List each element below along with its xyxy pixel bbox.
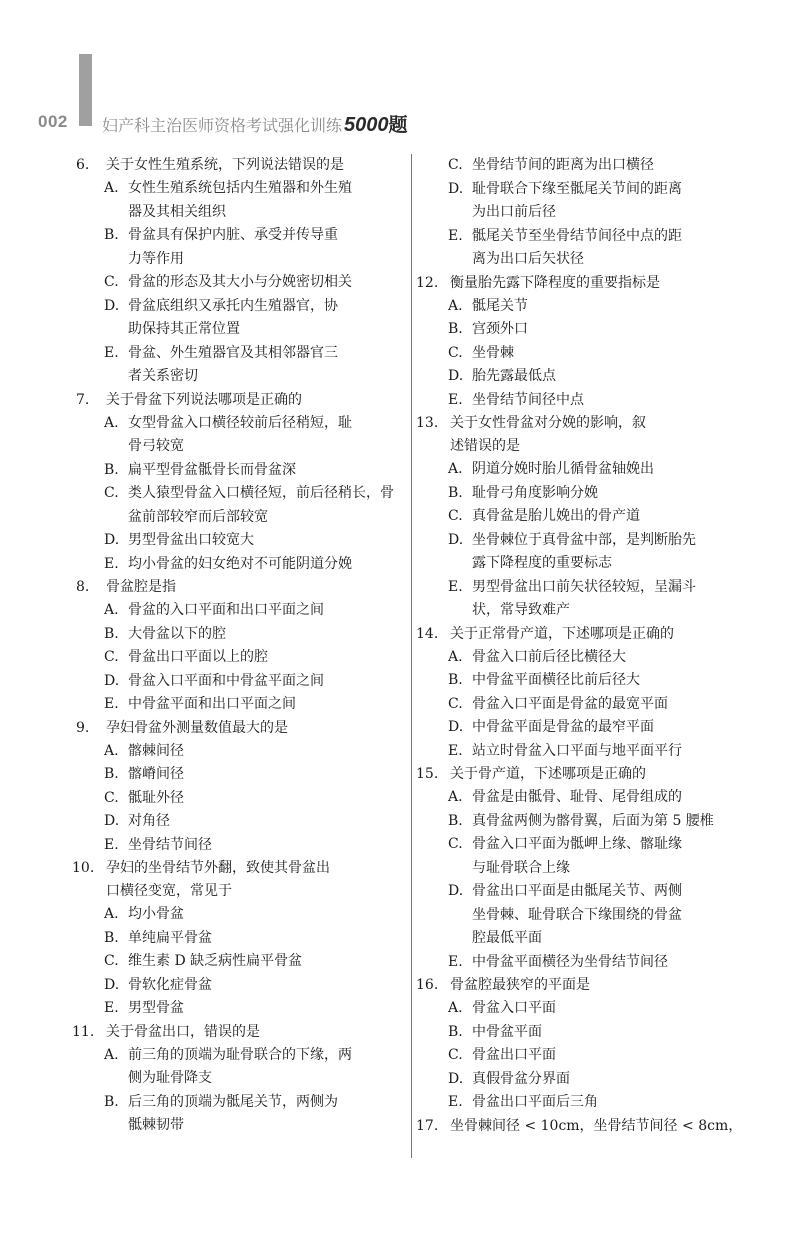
option-text: 骶尾关节至坐骨结节间径中点的距 离为出口后矢状径 — [472, 227, 682, 267]
option-text: 骨盆出口平面以上的腔 — [128, 649, 268, 665]
answer-option — [420, 740, 752, 764]
answer-option — [76, 553, 408, 577]
option-letter: B. — [448, 321, 463, 337]
option-letter: C. — [104, 649, 119, 665]
option-text: 宫颈外口 — [472, 321, 528, 337]
option-letter: D. — [448, 531, 464, 548]
answer-option — [420, 646, 752, 670]
option-letter: A. — [448, 461, 463, 477]
answer-option — [420, 669, 752, 693]
answer-option — [420, 1091, 752, 1115]
left-column — [72, 154, 408, 1138]
option-text: 骨盆出口平面 — [472, 1047, 556, 1063]
option-text: 骨软化症骨盆 — [128, 976, 212, 993]
answer-option — [76, 646, 408, 670]
option-letter: E. — [104, 1000, 119, 1016]
answer-option — [76, 295, 408, 342]
answer-option — [420, 880, 752, 951]
option-text: 骶耻外径 — [128, 789, 184, 806]
option-text: 骨盆入口平面为骶岬上缘、髂耻缘 与耻骨联合上缘 — [472, 836, 682, 876]
option-letter: E. — [104, 555, 119, 572]
answer-option — [420, 482, 752, 506]
option-text: 单纯扁平骨盆 — [128, 929, 212, 946]
option-text: 中骨盆平面横径为坐骨结节间径 — [472, 953, 668, 970]
question-text: 孕妇骨盆外测量数值最大的是 — [106, 719, 288, 736]
option-letter: A. — [104, 906, 119, 922]
option-letter: E. — [104, 344, 119, 361]
answer-option — [420, 505, 752, 529]
answer-option — [76, 459, 408, 483]
option-letter: D. — [448, 1070, 464, 1087]
option-text: 耻骨弓角度影响分娩 — [472, 484, 598, 501]
option-letter: C. — [104, 953, 119, 969]
answer-option — [420, 342, 752, 366]
question-stem — [76, 576, 408, 599]
option-text: 真假骨盆分界面 — [472, 1070, 570, 1087]
option-letter: C. — [448, 344, 463, 361]
answer-option — [76, 763, 408, 787]
option-letter: D. — [448, 180, 464, 197]
option-letter: A. — [104, 602, 119, 618]
answer-option — [420, 833, 752, 880]
answer-option — [76, 950, 408, 974]
question-text: 关于骨盆下列说法哪项是正确的 — [106, 391, 302, 408]
answer-option — [76, 1044, 408, 1091]
option-text: 骨盆入口前后径比横径大 — [472, 648, 626, 665]
question-number: 10. — [72, 860, 95, 876]
option-text: 骨盆入口平面是骨盆的最宽平面 — [472, 695, 668, 712]
option-text: 髂嵴间径 — [128, 766, 184, 782]
question-stem — [76, 717, 408, 740]
option-text: 骨盆、外生殖器官及其相邻器官三 者关系密切 — [128, 344, 338, 384]
option-text: 女型骨盆入口横径较前后径稍短，耻 骨弓较宽 — [128, 414, 352, 454]
question-number: 9. — [76, 719, 90, 736]
question-number: 17. — [416, 1117, 439, 1134]
answer-option — [420, 786, 752, 810]
book-title-count: 5000 — [344, 114, 389, 136]
question-text: 骨盆腔最狭窄的平面是 — [450, 977, 590, 993]
option-letter: A. — [448, 648, 463, 665]
option-letter: B. — [104, 625, 119, 642]
option-letter: E. — [448, 953, 463, 970]
option-letter: B. — [104, 766, 119, 782]
option-text: 骨盆具有保护内脏、承受并传导重 力等作用 — [128, 227, 338, 267]
option-letter: B. — [104, 227, 119, 243]
question-stem — [72, 1021, 408, 1044]
option-text: 中骨盆平面 — [472, 1023, 542, 1040]
answer-option — [420, 318, 752, 342]
option-text: 男型骨盆 — [128, 1000, 184, 1016]
answer-option — [76, 693, 408, 717]
option-letter: D. — [104, 297, 120, 314]
option-letter: E. — [104, 836, 119, 853]
option-text: 髂棘间径 — [128, 742, 184, 759]
option-text: 中骨盆平面横径比前后径大 — [472, 672, 640, 688]
option-text: 骨盆入口平面和中骨盆平面之间 — [128, 672, 324, 689]
option-text: 女性生殖系统包括内生殖器和外生殖 器及其相关组织 — [128, 180, 352, 220]
answer-option — [76, 177, 408, 224]
question-text: 关于女性骨盆对分娩的影响，叙 述错误的是 — [450, 415, 646, 454]
question-stem — [76, 389, 408, 412]
question-number: 13. — [416, 415, 439, 431]
answer-option — [76, 1091, 408, 1138]
option-letter: B. — [104, 1093, 119, 1110]
answer-option — [76, 927, 408, 951]
option-text: 骨盆底组织又承托内生殖器官，协 助保持其正常位置 — [128, 297, 338, 337]
option-letter: A. — [448, 297, 463, 314]
question-stem — [416, 974, 752, 997]
option-letter: B. — [448, 484, 463, 501]
option-text: 对角径 — [128, 813, 170, 829]
option-text: 骨盆的形态及其大小与分娩密切相关 — [128, 274, 352, 290]
question-number: 11. — [72, 1023, 95, 1040]
answer-option — [76, 903, 408, 927]
option-letter: E. — [448, 578, 463, 595]
book-title-suffix: 题 — [388, 114, 408, 136]
answer-option — [76, 342, 408, 389]
option-text: 大骨盆以下的腔 — [128, 625, 226, 642]
option-text: 坐骨结节间的距离为出口横径 — [472, 157, 654, 173]
question-text: 坐骨棘间径 < 10cm，坐骨结节间径 < 8cm， — [450, 1117, 743, 1134]
answer-option — [76, 529, 408, 553]
question-text: 关于骨产道，下述哪项是正确的 — [450, 766, 646, 782]
answer-option — [76, 810, 408, 834]
question-number: 12. — [416, 274, 439, 291]
option-letter: C. — [448, 836, 463, 852]
answer-option — [420, 389, 752, 413]
answer-option — [420, 529, 752, 576]
answer-option — [76, 412, 408, 459]
option-text: 维生素 D 缺乏病性扁平骨盆 — [128, 953, 303, 969]
answer-option — [420, 225, 752, 272]
option-text: 坐骨棘位于真骨盆中部，是判断胎先 露下降程度的重要标志 — [472, 531, 696, 571]
option-letter: E. — [104, 696, 119, 712]
option-letter: B. — [104, 461, 119, 478]
answer-option — [420, 458, 752, 482]
question-stem — [416, 763, 752, 786]
answer-option — [76, 974, 408, 998]
option-text: 均小骨盆 — [128, 906, 184, 922]
option-letter: D. — [448, 719, 464, 735]
right-column — [416, 154, 752, 1138]
option-text: 胎先露最低点 — [472, 368, 556, 384]
question-stem — [72, 857, 408, 903]
option-letter: E. — [448, 227, 463, 244]
option-text: 男型骨盆出口较宽大 — [128, 532, 254, 548]
option-text: 类人猿型骨盆入口横径短，前后径稍长，骨 盆前部较窄而后部较宽 — [128, 485, 394, 525]
option-text: 前三角的顶端为耻骨联合的下缘，两 侧为耻骨降支 — [128, 1046, 352, 1086]
option-letter: A. — [448, 789, 463, 805]
option-letter: A. — [448, 1000, 463, 1016]
answer-option — [420, 154, 752, 178]
question-number: 16. — [416, 977, 439, 993]
option-text: 真骨盆是胎儿娩出的骨产道 — [472, 508, 640, 524]
answer-option — [76, 997, 408, 1021]
answer-option — [76, 623, 408, 647]
column-divider — [411, 154, 412, 1158]
answer-option — [76, 599, 408, 623]
question-stem — [76, 154, 408, 177]
question-stem — [416, 272, 752, 295]
answer-option — [76, 271, 408, 295]
option-letter: C. — [448, 1047, 463, 1063]
answer-option — [420, 997, 752, 1021]
option-text: 坐骨结节间径中点 — [472, 391, 584, 408]
option-text: 耻骨联合下缘至骶尾关节间的距离 为出口前后径 — [472, 180, 682, 220]
option-letter: A. — [104, 414, 119, 431]
option-letter: D. — [104, 672, 120, 689]
option-text: 坐骨结节间径 — [128, 836, 212, 853]
option-text: 男型骨盆出口前矢状径较短，呈漏斗 状，常导致难产 — [472, 578, 696, 618]
option-text: 骶尾关节 — [472, 297, 528, 314]
question-stem — [416, 1115, 752, 1138]
answer-option — [76, 834, 408, 858]
question-text: 关于骨盆出口，错误的是 — [106, 1023, 260, 1040]
question-text: 孕妇的坐骨结节外翻，致使其骨盆出 口横径变宽，常见于 — [106, 860, 330, 899]
answer-option — [76, 224, 408, 271]
option-text: 中骨盆平面是骨盆的最窄平面 — [472, 719, 654, 735]
option-letter: A. — [104, 1046, 119, 1063]
option-letter: E. — [448, 742, 463, 759]
option-letter: C. — [104, 789, 119, 806]
option-text: 站立时骨盆入口平面与地平面平行 — [472, 742, 682, 759]
answer-option — [420, 295, 752, 319]
book-title — [102, 110, 408, 137]
option-letter: C. — [104, 274, 119, 290]
option-letter: E. — [448, 1094, 463, 1110]
option-letter: E. — [448, 391, 463, 408]
option-letter: B. — [104, 929, 119, 946]
option-letter: D. — [448, 883, 464, 899]
option-letter: B. — [448, 672, 463, 688]
answer-option — [420, 693, 752, 717]
option-letter: B. — [448, 1023, 463, 1040]
option-letter: D. — [448, 368, 464, 384]
answer-option — [420, 810, 752, 834]
option-letter: A. — [104, 180, 119, 196]
question-text: 骨盆腔是指 — [106, 579, 176, 595]
option-text: 后三角的顶端为骶尾关节，两侧为 骶棘韧带 — [128, 1093, 338, 1133]
answer-option — [420, 576, 752, 623]
answer-option — [76, 670, 408, 694]
option-letter: C. — [448, 157, 463, 173]
option-text: 骨盆是由骶骨、耻骨、尾骨组成的 — [472, 789, 682, 805]
option-text: 坐骨棘 — [472, 344, 514, 361]
option-text: 真骨盆两侧为髂骨翼，后面为第 5 腰椎 — [472, 812, 714, 829]
answer-option — [76, 787, 408, 811]
question-text: 关于女性生殖系统，下列说法错误的是 — [106, 157, 344, 173]
option-letter: B. — [448, 812, 463, 829]
option-letter: C. — [448, 508, 463, 524]
answer-option — [420, 178, 752, 225]
option-text: 扁平型骨盆骶骨长而骨盆深 — [128, 461, 296, 478]
answer-option — [76, 482, 408, 529]
question-number: 6. — [76, 157, 90, 173]
header-accent-bar — [79, 54, 92, 126]
option-letter: A. — [104, 742, 119, 759]
answer-option — [420, 365, 752, 389]
option-text: 骨盆出口平面是由骶尾关节、两侧 坐骨棘、耻骨联合下缘围绕的骨盆 腔最低平面 — [472, 883, 682, 946]
page-number: 002 — [38, 112, 68, 131]
option-text: 中骨盆平面和出口平面之间 — [128, 696, 296, 712]
option-text: 阴道分娩时胎儿循骨盆轴娩出 — [472, 461, 654, 477]
option-letter: D. — [104, 813, 120, 829]
answer-option — [420, 951, 752, 975]
question-number: 15. — [416, 766, 439, 782]
question-stem — [416, 412, 752, 458]
question-text: 衡量胎先露下降程度的重要指标是 — [450, 274, 660, 291]
option-text: 均小骨盆的妇女绝对不可能阴道分娩 — [128, 555, 352, 572]
option-text: 骨盆出口平面后三角 — [472, 1094, 598, 1110]
answer-option — [76, 740, 408, 764]
answer-option — [420, 1068, 752, 1092]
question-stem — [416, 623, 752, 646]
option-letter: C. — [104, 485, 119, 501]
answer-option — [420, 716, 752, 740]
question-number: 14. — [416, 625, 439, 642]
answer-option — [420, 1044, 752, 1068]
option-text: 骨盆入口平面 — [472, 1000, 556, 1016]
option-letter: D. — [104, 976, 120, 993]
question-number: 8. — [76, 579, 90, 595]
question-number: 7. — [76, 391, 90, 408]
book-title-text: 妇产科主治医师资格考试强化训练 — [102, 116, 343, 135]
question-text: 关于正常骨产道，下述哪项是正确的 — [450, 625, 674, 642]
option-text: 骨盆的入口平面和出口平面之间 — [128, 602, 324, 618]
answer-option — [420, 1021, 752, 1045]
option-letter: D. — [104, 532, 120, 548]
option-letter: C. — [448, 695, 463, 712]
